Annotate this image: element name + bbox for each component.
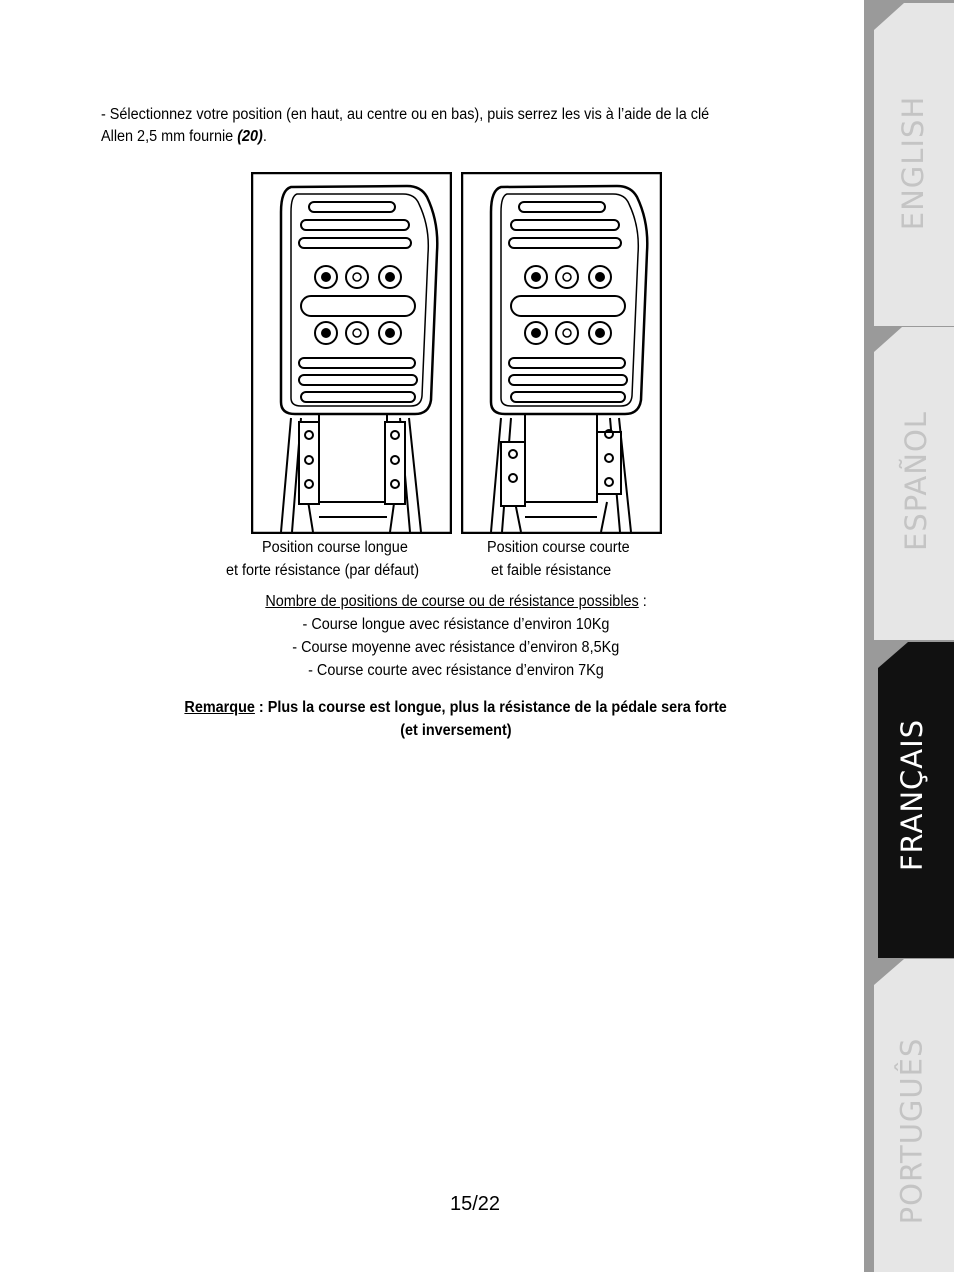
intro-line-2-text: Allen 2,5 mm fournie <box>101 128 238 145</box>
page-number: 15/22 <box>449 1193 501 1215</box>
positions-heading-suffix: : <box>638 593 647 610</box>
intro-line-2-end: . <box>262 128 267 145</box>
note-line-2: (et inversement) <box>400 722 512 739</box>
intro-line-1: - Sélectionnez votre position (en haut, au centre ou en bas), puis serrez les vis à l’aide de la clé <box>101 106 710 123</box>
positions-item: - Course moyenne avec résistance d’environ 8,5Kg <box>292 639 620 656</box>
tab-portugues[interactable]: PORTUGUÊS <box>894 1037 929 1225</box>
positions-section <box>100 590 812 682</box>
tab-english[interactable]: ENGLISH <box>896 95 931 231</box>
note-line-1 <box>100 696 812 719</box>
positions-item: - Course courte avec résistance d’environ 7Kg <box>308 662 604 679</box>
caption-short-travel-line-1: Position course courte <box>487 539 630 556</box>
language-sidebar <box>864 0 954 1272</box>
caption-short-travel-line-2: et faible résistance <box>491 562 612 579</box>
intro-line-2 <box>101 126 752 148</box>
pedal-figure-short-travel <box>461 172 662 534</box>
tool-reference: (20) <box>237 128 263 145</box>
tab-espanol[interactable]: ESPAÑOL <box>898 411 933 551</box>
note-label: Remarque <box>184 699 256 716</box>
note-text-1: : Plus la course est longue, plus la résistance de la pédale sera forte <box>255 699 728 716</box>
positions-heading-text: Nombre de positions de course ou de résistance possibles <box>265 593 639 610</box>
pedal-figure-long-travel <box>251 172 452 534</box>
intro-paragraph <box>101 104 752 148</box>
positions-heading <box>100 590 812 613</box>
tab-francais[interactable]: FRANÇAIS <box>895 718 930 872</box>
note-section <box>100 696 812 742</box>
caption-long-travel-line-2: et forte résistance (par défaut) <box>226 562 420 579</box>
caption-long-travel-line-1: Position course longue <box>262 539 408 556</box>
positions-item: - Course longue avec résistance d’environ 10Kg <box>302 616 610 633</box>
